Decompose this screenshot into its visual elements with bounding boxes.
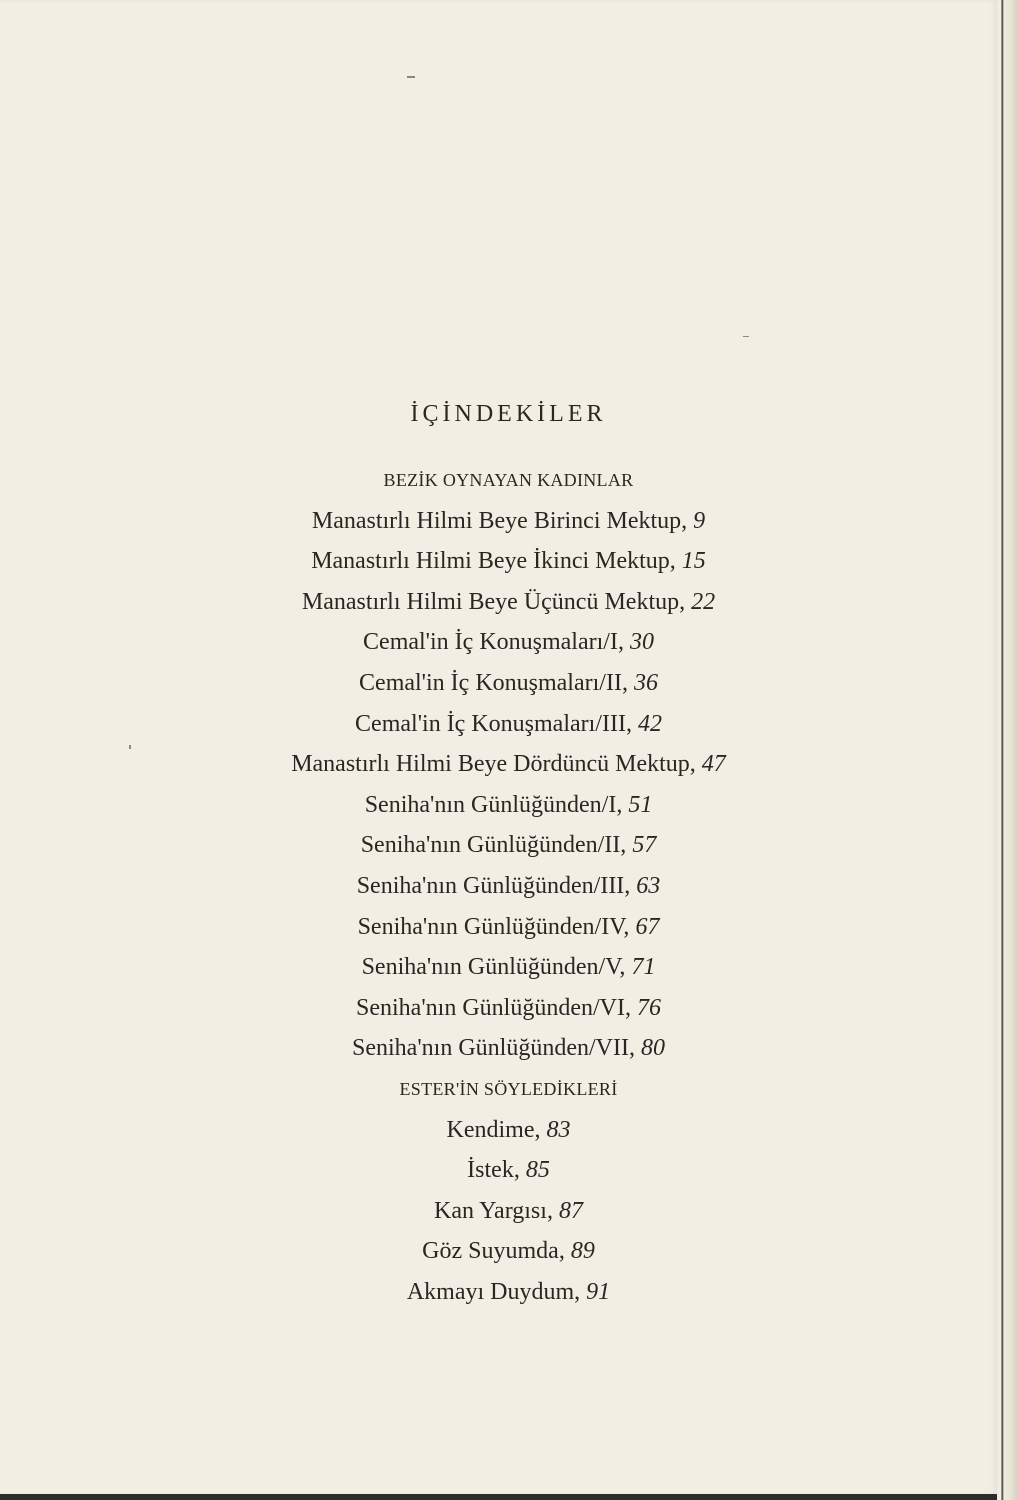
toc-entry <box>0 582 1017 623</box>
entry-title: Manastırlı Hilmi Beye İkinci Mektup, <box>311 548 676 575</box>
paper-speck <box>407 76 415 78</box>
entry-title: Seniha'nın Günlüğünden/IV, <box>357 913 630 940</box>
entry-title: Kan Yargısı, <box>434 1197 553 1224</box>
toc-entry <box>0 1110 1017 1151</box>
toc-section-heading <box>0 460 1017 501</box>
toc-section-heading <box>0 1069 1017 1110</box>
entry-title: Manastırlı Hilmi Beye Dördüncü Mektup, <box>291 751 696 778</box>
toc-entry <box>0 744 1017 785</box>
toc-entry <box>0 1150 1017 1191</box>
toc-entry <box>0 501 1017 542</box>
entry-page-number: 80 <box>640 1035 665 1062</box>
entry-title: İstek, <box>467 1157 520 1184</box>
toc-entry <box>0 825 1017 866</box>
toc-entry <box>0 1191 1017 1232</box>
entry-page-number: 89 <box>570 1238 595 1265</box>
entry-page-number: 85 <box>525 1157 550 1184</box>
toc-entry <box>0 1272 1017 1313</box>
toc-entry <box>0 988 1017 1029</box>
toc-entry <box>0 1028 1017 1069</box>
entry-page-number: 22 <box>691 588 716 615</box>
entry-title: Cemal'in İç Konuşmaları/III, <box>355 710 632 737</box>
toc-entry <box>0 785 1017 826</box>
entry-title: Manastırlı Hilmi Beye Üçüncü Mektup, <box>301 588 686 615</box>
entry-page-number: 91 <box>586 1278 611 1305</box>
entry-title: Göz Suyumda, <box>422 1238 565 1265</box>
entry-title: Seniha'nın Günlüğünden/III, <box>356 872 631 899</box>
bottom-border <box>0 1494 997 1500</box>
entry-title: Seniha'nın Günlüğünden/VII, <box>352 1035 635 1062</box>
entry-page-number: 42 <box>637 710 662 737</box>
toc-list <box>0 460 1017 1312</box>
entry-page-number: 87 <box>558 1197 583 1224</box>
entry-title: Manastırlı Hilmi Beye Birinci Mektup, <box>311 507 688 534</box>
entry-title: Cemal'in İç Konuşmaları/II, <box>359 669 628 696</box>
entry-page-number: 67 <box>635 913 660 940</box>
entry-title: Seniha'nın Günlüğünden/II, <box>360 832 627 859</box>
entry-title: Kendime, <box>446 1116 541 1143</box>
toc-entry <box>0 947 1017 988</box>
toc-entry <box>0 704 1017 745</box>
table-of-contents <box>0 392 1017 1312</box>
toc-title: İÇİNDEKİLER <box>410 401 607 427</box>
section-title: BEZİK OYNAYAN KADINLAR <box>383 470 634 490</box>
entry-page-number: 15 <box>681 548 706 575</box>
toc-entry <box>0 541 1017 582</box>
entry-title: Cemal'in İç Konuşmaları/I, <box>363 629 624 656</box>
toc-entry <box>0 663 1017 704</box>
entry-page-number: 47 <box>701 751 726 778</box>
toc-entry <box>0 866 1017 907</box>
entry-title: Seniha'nın Günlüğünden/V, <box>361 954 626 981</box>
entry-page-number: 51 <box>628 791 653 818</box>
toc-entry <box>0 622 1017 663</box>
entry-page-number: 30 <box>629 629 654 656</box>
entry-page-number: 63 <box>636 872 661 899</box>
entry-page-number: 36 <box>633 669 658 696</box>
entry-page-number: 57 <box>632 832 657 859</box>
entry-title: Akmayı Duydum, <box>406 1278 581 1305</box>
entry-page-number: 83 <box>546 1116 571 1143</box>
entry-page-number: 71 <box>631 954 656 981</box>
toc-entry <box>0 1231 1017 1272</box>
entry-title: Seniha'nın Günlüğünden/VI, <box>356 994 631 1021</box>
entry-page-number: 76 <box>636 994 661 1021</box>
section-title: ESTER'İN SÖYLEDİKLERİ <box>399 1078 618 1099</box>
entry-title: Seniha'nın Günlüğünden/I, <box>364 791 623 818</box>
toc-entry <box>0 907 1017 948</box>
paper-speck <box>743 336 749 337</box>
entry-page-number: 9 <box>693 507 706 534</box>
